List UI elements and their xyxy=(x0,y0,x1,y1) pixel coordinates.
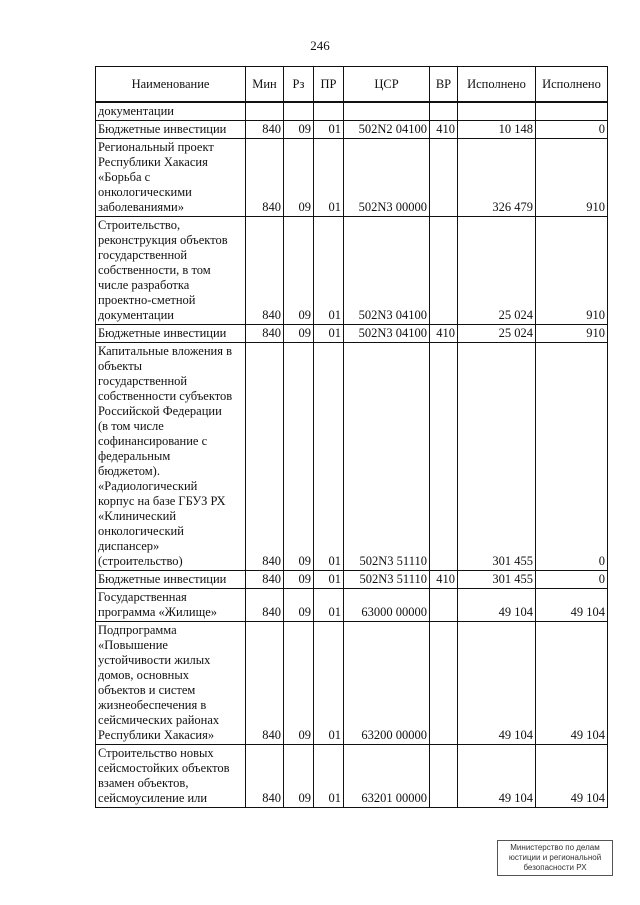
cell-vr xyxy=(430,589,458,622)
cell-csr: 502N3 04100 xyxy=(344,325,430,343)
table-row xyxy=(96,217,608,325)
cell-done-1: 301 455 xyxy=(458,571,536,589)
cell-done-1: 49 104 xyxy=(458,589,536,622)
cell-name: Бюджетные инвестиции xyxy=(96,121,246,139)
cell-csr: 502N3 51110 xyxy=(344,571,430,589)
cell-vr xyxy=(430,622,458,745)
header-rz: Рз xyxy=(284,67,314,103)
cell-vr: 410 xyxy=(430,121,458,139)
cell-vr xyxy=(430,745,458,808)
cell-min: 840 xyxy=(246,217,284,325)
cell-rz: 09 xyxy=(284,217,314,325)
cell-vr xyxy=(430,102,458,121)
table-body xyxy=(96,102,608,808)
cell-done-1: 25 024 xyxy=(458,325,536,343)
cell-pr: 01 xyxy=(314,121,344,139)
cell-name: Бюджетные инвестиции xyxy=(96,325,246,343)
cell-rz: 09 xyxy=(284,622,314,745)
cell-rz: 09 xyxy=(284,343,314,571)
table-row xyxy=(96,325,608,343)
cell-min: 840 xyxy=(246,589,284,622)
cell-name: Региональный проект Республики Хакасия «Борьба с онкологическими заболеваниями» xyxy=(96,139,246,217)
cell-vr xyxy=(430,139,458,217)
budget-table xyxy=(95,66,608,808)
cell-pr xyxy=(314,102,344,121)
cell-csr xyxy=(344,102,430,121)
cell-done-1: 49 104 xyxy=(458,745,536,808)
table-row xyxy=(96,102,608,121)
cell-rz: 09 xyxy=(284,139,314,217)
cell-csr: 502N3 00000 xyxy=(344,139,430,217)
cell-name: Строительство, реконструкция объектов государственной собственности, в том числе разработка проектно-сметной документации xyxy=(96,217,246,325)
header-csr: ЦСР xyxy=(344,67,430,103)
cell-done-2 xyxy=(536,102,608,121)
cell-name: Строительство новых сейсмостойких объектов взамен объектов, сейсмоусиление или xyxy=(96,745,246,808)
cell-done-2: 910 xyxy=(536,139,608,217)
table-row xyxy=(96,139,608,217)
table-row xyxy=(96,745,608,808)
cell-name: Государственная программа «Жилище» xyxy=(96,589,246,622)
cell-rz: 09 xyxy=(284,745,314,808)
ministry-stamp xyxy=(497,840,613,876)
cell-min: 840 xyxy=(246,571,284,589)
cell-min: 840 xyxy=(246,343,284,571)
cell-min: 840 xyxy=(246,139,284,217)
cell-csr: 63000 00000 xyxy=(344,589,430,622)
page-number: 246 xyxy=(310,38,330,53)
cell-vr: 410 xyxy=(430,571,458,589)
cell-done-2: 49 104 xyxy=(536,589,608,622)
cell-pr: 01 xyxy=(314,571,344,589)
table-row xyxy=(96,622,608,745)
cell-done-1: 49 104 xyxy=(458,622,536,745)
cell-csr: 63200 00000 xyxy=(344,622,430,745)
cell-vr xyxy=(430,343,458,571)
table-row xyxy=(96,121,608,139)
cell-csr: 502N3 04100 xyxy=(344,217,430,325)
cell-min: 840 xyxy=(246,121,284,139)
header-name: Наименование xyxy=(96,67,246,103)
cell-pr: 01 xyxy=(314,622,344,745)
cell-rz: 09 xyxy=(284,121,314,139)
table-row xyxy=(96,343,608,571)
cell-pr: 01 xyxy=(314,343,344,571)
cell-min: 840 xyxy=(246,325,284,343)
cell-done-1: 10 148 xyxy=(458,121,536,139)
cell-done-1: 301 455 xyxy=(458,343,536,571)
cell-csr: 502N2 04100 xyxy=(344,121,430,139)
cell-min: 840 xyxy=(246,622,284,745)
cell-done-1: 326 479 xyxy=(458,139,536,217)
table-header-row xyxy=(96,67,608,103)
cell-done-2: 0 xyxy=(536,343,608,571)
cell-pr: 01 xyxy=(314,745,344,808)
cell-pr: 01 xyxy=(314,325,344,343)
cell-rz xyxy=(284,102,314,121)
stamp-line: юстиции и региональной xyxy=(508,853,602,862)
header-vr: ВР xyxy=(430,67,458,103)
cell-done-2: 910 xyxy=(536,217,608,325)
cell-done-2: 0 xyxy=(536,571,608,589)
cell-done-1 xyxy=(458,102,536,121)
cell-done-2: 49 104 xyxy=(536,622,608,745)
cell-vr xyxy=(430,217,458,325)
header-done-1: Исполнено xyxy=(458,67,536,103)
cell-min xyxy=(246,102,284,121)
cell-rz: 09 xyxy=(284,589,314,622)
cell-done-2: 910 xyxy=(536,325,608,343)
cell-pr: 01 xyxy=(314,139,344,217)
cell-name: Бюджетные инвестиции xyxy=(96,571,246,589)
header-done-2: Исполнено xyxy=(536,67,608,103)
cell-min: 840 xyxy=(246,745,284,808)
cell-name: Капитальные вложения в объекты государственной собственности субъектов Российской Федерации (в том числе софинансирование с федеральным бюджетом). «Радиологический корпус на базе ГБУЗ РХ «Клинический онкологический диспансер» (строительство) xyxy=(96,343,246,571)
stamp-line: Министерство по делам xyxy=(510,843,600,852)
cell-pr: 01 xyxy=(314,589,344,622)
cell-name: Подпрограмма «Повышение устойчивости жилых домов, основных объектов и систем жизнеобеспечения в сейсмических районах Республики Хакасия» xyxy=(96,622,246,745)
table-row xyxy=(96,589,608,622)
cell-name: документации xyxy=(96,102,246,121)
cell-rz: 09 xyxy=(284,325,314,343)
cell-csr: 502N3 51110 xyxy=(344,343,430,571)
cell-done-1: 25 024 xyxy=(458,217,536,325)
header-pr: ПР xyxy=(314,67,344,103)
cell-csr: 63201 00000 xyxy=(344,745,430,808)
header-min: Мин xyxy=(246,67,284,103)
cell-vr: 410 xyxy=(430,325,458,343)
cell-done-2: 0 xyxy=(536,121,608,139)
cell-done-2: 49 104 xyxy=(536,745,608,808)
cell-rz: 09 xyxy=(284,571,314,589)
cell-pr: 01 xyxy=(314,217,344,325)
stamp-line: безопасности РХ xyxy=(523,863,587,872)
table-row xyxy=(96,571,608,589)
